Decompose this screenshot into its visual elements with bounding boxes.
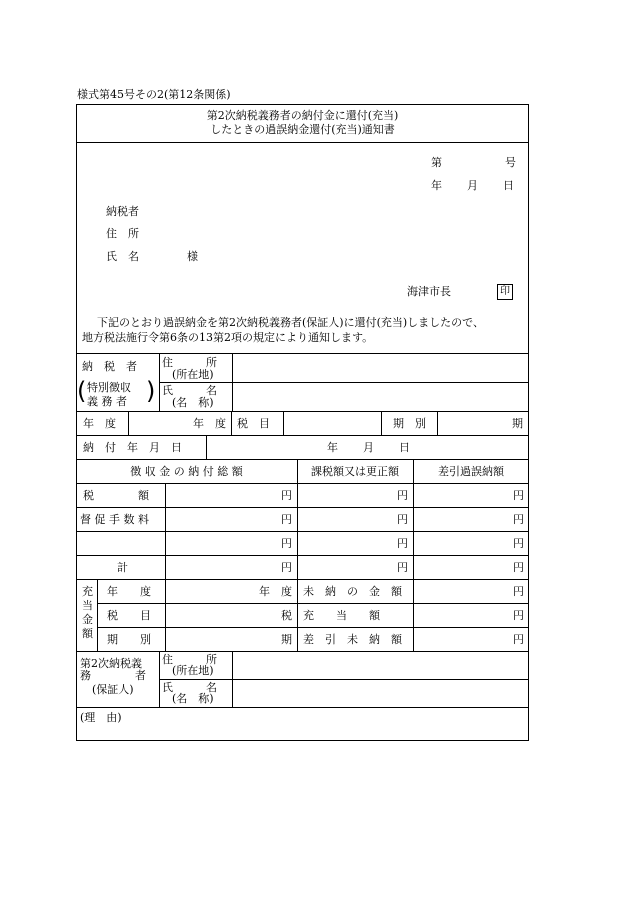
appropriation-char: 額: [82, 627, 93, 640]
secondary-label3: (保証人): [92, 683, 134, 696]
net-unpaid-label: 差 引 未 納 額: [303, 633, 402, 646]
appropriation-char: 金: [82, 613, 93, 626]
appropriation-tax-unit: 税: [281, 609, 292, 622]
unpaid-amount-label: 未 納 の 金 額: [303, 585, 402, 598]
form-label: 様式第45号その2(第12条関係): [77, 88, 231, 101]
number-dai: 第: [431, 156, 442, 169]
row-tax-label: 税 額: [83, 489, 149, 502]
taxpayer-sub2: 義 務 者: [87, 395, 127, 408]
reason-label: (理 由): [80, 711, 122, 724]
yen-unit: 円: [513, 609, 524, 622]
year-unit: 年 度: [193, 417, 226, 430]
taxpayer-address-label: 住 所: [162, 356, 217, 369]
header-total-paid: 徴 収 金 の 納 付 総 額: [130, 465, 243, 478]
issuer-name: 海津市長: [407, 285, 451, 298]
yen-unit: 円: [513, 537, 524, 550]
period-unit: 期: [512, 417, 523, 430]
row-total-label: 計: [117, 561, 128, 574]
body-line2: 地方税法施行令第6条の13第2項の規定により通知します。: [82, 331, 374, 344]
yen-unit: 円: [281, 513, 292, 526]
appropriated-amount-label: 充 当 額: [303, 609, 380, 622]
appropriation-char: 充: [82, 585, 93, 598]
yen-unit: 円: [281, 489, 292, 502]
addressee-name: 氏 名: [106, 250, 139, 263]
header-corrected: 課税額又は更正額: [311, 465, 399, 478]
secondary-name-label: 氏 名: [162, 681, 217, 694]
addressee-label: 納税者: [106, 205, 139, 218]
yen-unit: 円: [513, 633, 524, 646]
addressee-sama: 様: [187, 250, 198, 263]
secondary-address-sub: (所在地): [172, 664, 214, 677]
number-go: 号: [505, 156, 516, 169]
taxpayer-name-sub: (名 称): [172, 396, 214, 409]
taxpayer-address-sub: (所在地): [172, 368, 214, 381]
body-line1: 下記のとおり過誤納金を第2次納税義務者(保証人)に還付(充当)しましたので、: [97, 316, 484, 329]
period-label: 期 別: [393, 417, 426, 430]
year-label: 年 度: [83, 417, 116, 430]
payment-year: 年: [327, 441, 338, 454]
appropriation-char: 当: [82, 599, 93, 612]
appropriation-period-unit: 期: [281, 633, 292, 646]
taxpayer-sub1: 特別徴収: [87, 381, 131, 394]
appropriation-year-label: 年 度: [107, 585, 151, 598]
yen-unit: 円: [513, 561, 524, 574]
date-day: 日: [503, 179, 514, 192]
appropriation-tax-item-label: 税 目: [107, 609, 151, 622]
appropriation-year-unit: 年 度: [259, 585, 292, 598]
title-line1: 第2次納税義務者の納付金に還付(充当): [206, 109, 399, 122]
secondary-label1: 第2次納税義: [80, 657, 142, 670]
yen-unit: 円: [513, 513, 524, 526]
appropriation-period-label: 期 別: [107, 633, 151, 646]
yen-unit: 円: [513, 489, 524, 502]
yen-unit: 円: [513, 585, 524, 598]
header-refund: 差引過誤納額: [438, 465, 504, 478]
payment-month: 月: [363, 441, 374, 454]
yen-unit: 円: [281, 537, 292, 550]
addressee-address: 住 所: [106, 227, 139, 240]
row-fee-label: 督 促 手 数 料: [80, 513, 149, 526]
secondary-name-sub: (名 称): [172, 692, 214, 705]
yen-unit: 円: [397, 561, 408, 574]
date-month: 月: [467, 179, 478, 192]
taxpayer-name-label: 氏 名: [162, 384, 217, 397]
payment-date-label: 納 付 年 月 日: [83, 441, 182, 454]
yen-unit: 円: [397, 513, 408, 526]
date-year: 年: [431, 179, 442, 192]
payment-day: 日: [399, 441, 410, 454]
secondary-address-label: 住 所: [162, 653, 217, 666]
bracket-right: ): [146, 377, 156, 405]
yen-unit: 円: [397, 537, 408, 550]
bracket-left: (: [77, 377, 87, 405]
seal-mark: 印: [497, 284, 513, 300]
taxpayer-label: 納 税 者: [82, 360, 137, 373]
title-line2: したときの過誤納金還付(充当)通知書: [210, 123, 395, 136]
secondary-label2: 務 者: [80, 669, 146, 682]
tax-item-label: 税 目: [237, 417, 270, 430]
yen-unit: 円: [281, 561, 292, 574]
yen-unit: 円: [397, 489, 408, 502]
